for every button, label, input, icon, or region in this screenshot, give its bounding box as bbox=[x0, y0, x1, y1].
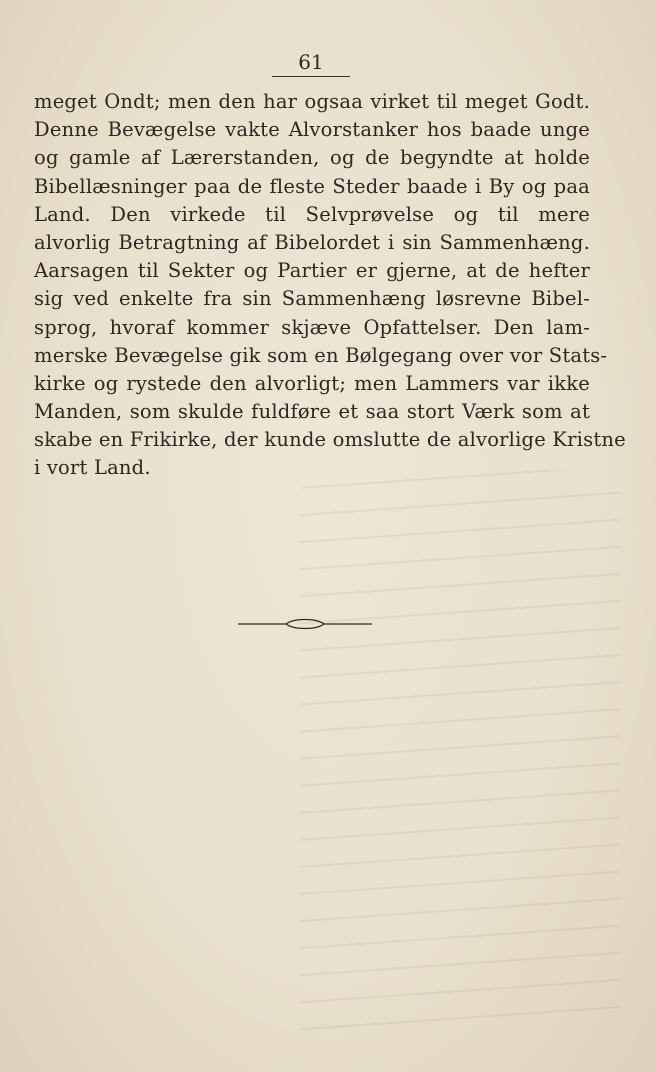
end-ornament bbox=[238, 615, 372, 633]
show-through-text bbox=[300, 470, 620, 1030]
text-line: Aarsagen til Sekter og Partier er gjerne, at de hefter bbox=[34, 259, 590, 283]
text-line: og gamle af Lærerstanden, og de begyndte at holde bbox=[34, 146, 590, 170]
page-number: 61 bbox=[298, 50, 324, 74]
text-line: i vort Land. bbox=[34, 456, 151, 480]
text-line: merske Bevægelse gik som en Bølgegang over vor Stats- bbox=[34, 343, 608, 367]
text-line: sprog, hvoraf kommer skjæve Opfattelser. Den lam- bbox=[34, 315, 590, 339]
text-line: Bibellæsninger paa de fleste Steder baade i By og paa bbox=[34, 174, 590, 198]
body-paragraph bbox=[34, 88, 626, 483]
text-line: Denne Bevægelse vakte Alvorstanker hos baade unge bbox=[34, 118, 590, 142]
text-line: meget Ondt; men den har ogsaa virket til meget Godt. bbox=[34, 90, 590, 113]
text-line: Manden, som skulde fuldføre et saa stort Værk som at bbox=[34, 400, 590, 424]
text-line: kirke og rystede den alvorligt; men Lammers var ikke bbox=[34, 371, 590, 395]
text-line: sig ved enkelte fra sin Sammenhæng løsrevne Bibel- bbox=[34, 287, 590, 311]
header-rule bbox=[272, 76, 350, 77]
text-line: Land. Den virkede til Selvprøvelse og til mere bbox=[34, 202, 590, 226]
text-line: alvorlig Betragtning af Bibelordet i sin Sammenhæng. bbox=[34, 230, 590, 254]
ornament-icon bbox=[238, 615, 372, 633]
text-line: skabe en Frikirke, der kunde omslutte de alvorlige Kristne bbox=[34, 428, 626, 452]
